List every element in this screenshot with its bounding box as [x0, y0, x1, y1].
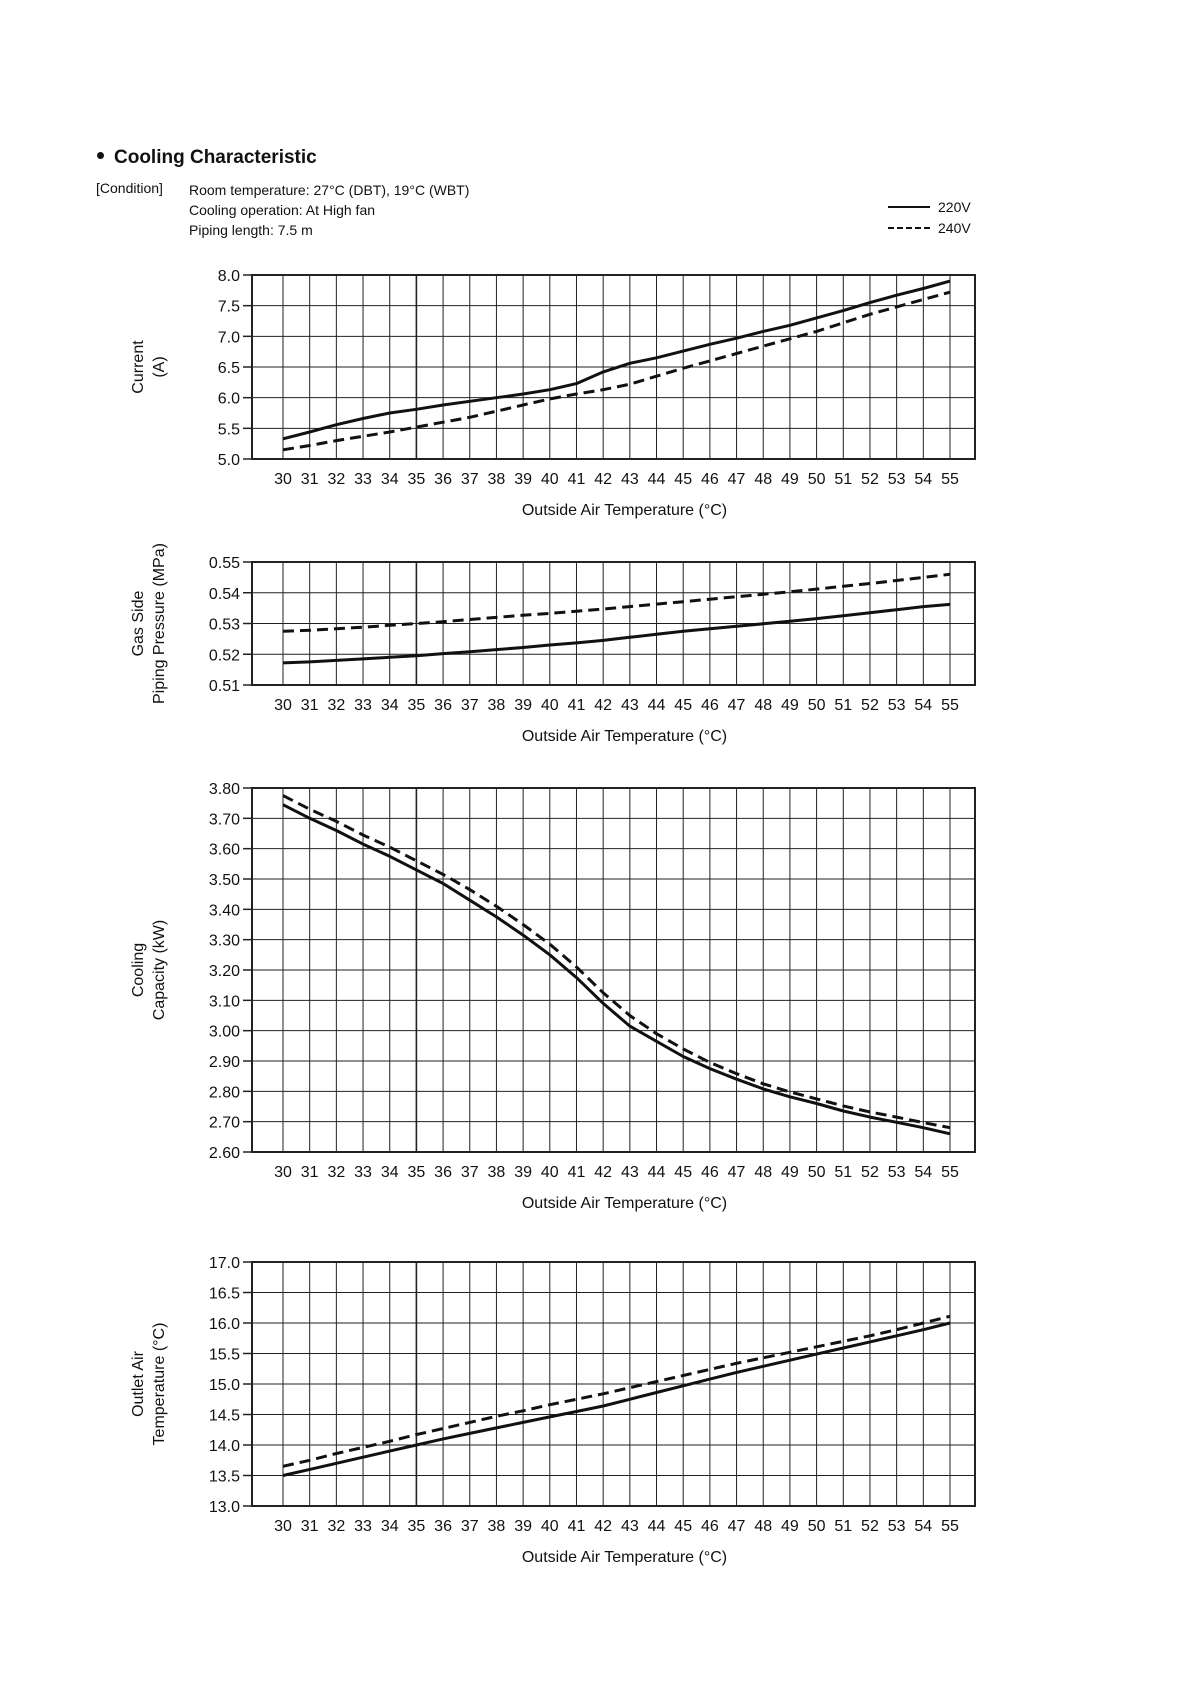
x-tick-label: 41 [567, 697, 586, 714]
x-tick-label: 51 [834, 471, 853, 488]
y-tick-label: 3.70 [208, 811, 240, 829]
y-tick-label: 2.80 [208, 1084, 240, 1102]
x-axis-label: Outside Air Temperature (°C) [521, 1195, 728, 1212]
x-tick-label: 37 [460, 697, 479, 714]
y-tick-label: 3.00 [208, 1023, 240, 1041]
x-tick-label: 33 [354, 1518, 372, 1535]
x-tick-label: 38 [487, 1518, 506, 1535]
x-tick-label: 30 [274, 1518, 292, 1535]
x-tick-label: 44 [647, 697, 666, 714]
x-tick-label: 51 [834, 697, 853, 714]
x-tick-label: 39 [514, 1164, 533, 1181]
y-tick-label: 0.51 [208, 678, 240, 695]
y-tick-label: 8.0 [217, 268, 240, 285]
x-tick-label: 32 [327, 697, 346, 714]
x-tick-label: 34 [380, 1518, 399, 1535]
x-tick-label: 55 [941, 1164, 959, 1181]
condition-line-piping-length: Piping length: 7.5 m [189, 222, 313, 238]
x-tick-label: 38 [487, 697, 506, 714]
x-tick-label: 32 [327, 1164, 346, 1181]
x-tick-label: 42 [594, 1164, 613, 1181]
x-tick-label: 36 [434, 697, 452, 714]
x-tick-label: 53 [887, 697, 906, 714]
x-tick-label: 51 [834, 1518, 853, 1535]
y-axis-label: Gas Side [130, 590, 147, 657]
y-axis-label: Outlet Air [130, 1351, 147, 1417]
x-tick-label: 39 [514, 697, 533, 714]
series-line-220v [283, 805, 950, 1134]
y-tick-label: 14.0 [208, 1438, 240, 1455]
legend-label-240v: 240V [938, 219, 971, 236]
y-tick-label: 3.10 [208, 993, 240, 1011]
y-axis-label: Temperature (°C) [151, 1322, 168, 1446]
y-axis-label: Cooling [130, 942, 147, 998]
x-tick-label: 38 [487, 471, 506, 488]
x-tick-label: 33 [354, 471, 372, 488]
y-tick-label: 13.0 [208, 1499, 240, 1516]
x-tick-label: 34 [380, 1164, 399, 1181]
x-tick-label: 37 [460, 471, 479, 488]
x-tick-label: 36 [434, 1518, 452, 1535]
x-tick-label: 46 [700, 471, 719, 488]
x-tick-label: 42 [594, 471, 613, 488]
x-axis-label: Outside Air Temperature (°C) [521, 502, 728, 519]
x-tick-label: 30 [274, 1164, 292, 1181]
x-tick-label: 47 [727, 1518, 746, 1535]
x-tick-label: 44 [647, 1518, 666, 1535]
x-tick-label: 41 [567, 1518, 586, 1535]
y-tick-label: 6.0 [217, 390, 240, 408]
x-tick-label: 50 [807, 1518, 826, 1535]
x-tick-label: 41 [567, 1164, 586, 1181]
legend-label-220v: 220V [938, 198, 971, 215]
y-tick-label: 2.90 [208, 1054, 240, 1071]
x-tick-label: 35 [407, 1164, 426, 1181]
x-tick-label: 35 [407, 697, 426, 714]
y-tick-label: 14.5 [208, 1407, 240, 1425]
condition-line-cooling-operation: Cooling operation: At High fan [189, 202, 376, 218]
x-tick-label: 39 [514, 471, 533, 488]
y-tick-label: 3.40 [208, 902, 240, 920]
y-tick-label: 7.5 [217, 298, 240, 316]
series-line-240v [283, 1316, 950, 1466]
x-tick-label: 51 [834, 1164, 853, 1181]
x-tick-label: 48 [754, 471, 773, 488]
x-tick-label: 52 [861, 1518, 879, 1535]
x-tick-label: 47 [727, 1164, 746, 1181]
x-tick-label: 37 [460, 1164, 479, 1181]
y-tick-label: 0.55 [208, 555, 240, 572]
y-tick-label: 3.80 [208, 781, 240, 798]
x-tick-label: 45 [674, 1164, 693, 1181]
x-tick-label: 53 [887, 1164, 906, 1181]
x-tick-label: 34 [380, 697, 399, 714]
y-tick-label: 3.30 [208, 932, 240, 950]
x-tick-label: 50 [807, 697, 826, 714]
x-tick-label: 30 [274, 697, 292, 714]
chart-outlet [130, 1255, 975, 1566]
x-tick-label: 36 [434, 1164, 452, 1181]
x-tick-label: 45 [674, 1518, 693, 1535]
x-tick-label: 32 [327, 471, 346, 488]
x-tick-label: 53 [887, 1518, 906, 1535]
x-tick-label: 32 [327, 1518, 346, 1535]
x-tick-label: 52 [861, 1164, 879, 1181]
x-tick-label: 41 [567, 471, 586, 488]
x-tick-label: 40 [540, 1164, 559, 1181]
y-tick-label: 16.5 [208, 1285, 240, 1303]
x-tick-label: 47 [727, 697, 746, 714]
x-tick-label: 52 [861, 697, 879, 714]
x-tick-label: 55 [941, 697, 959, 714]
x-tick-label: 54 [914, 1518, 933, 1535]
x-axis-label: Outside Air Temperature (°C) [521, 728, 728, 745]
x-tick-label: 53 [887, 471, 906, 488]
x-tick-label: 40 [540, 697, 559, 714]
x-tick-label: 43 [620, 471, 639, 488]
condition-line-room-temperature: Room temperature: 27°C (DBT), 19°C (WBT) [189, 182, 470, 198]
x-tick-label: 37 [460, 1518, 479, 1535]
y-tick-label: 3.20 [208, 963, 240, 980]
y-tick-label: 6.5 [217, 360, 240, 377]
x-tick-label: 30 [274, 471, 292, 488]
chart-pressure [130, 543, 975, 745]
x-tick-label: 55 [941, 1518, 959, 1535]
x-tick-label: 44 [647, 1164, 666, 1181]
y-axis-label: (A) [151, 356, 168, 378]
x-tick-label: 49 [781, 1518, 799, 1535]
x-tick-label: 31 [300, 1164, 319, 1181]
series-line-240v [283, 574, 950, 631]
x-tick-label: 44 [647, 471, 666, 488]
x-tick-label: 35 [407, 1518, 426, 1535]
x-tick-label: 49 [781, 1164, 799, 1181]
y-tick-label: 3.50 [208, 872, 240, 889]
chart-capacity [130, 781, 975, 1212]
x-tick-label: 34 [380, 471, 399, 488]
y-tick-label: 16.0 [208, 1316, 240, 1333]
x-tick-label: 45 [674, 697, 693, 714]
chart-current [130, 268, 975, 519]
x-tick-label: 46 [700, 1164, 719, 1181]
x-tick-label: 40 [540, 471, 559, 488]
y-tick-label: 2.60 [208, 1145, 240, 1162]
x-tick-label: 33 [354, 697, 372, 714]
x-tick-label: 54 [914, 471, 933, 488]
x-tick-label: 50 [807, 1164, 826, 1181]
x-tick-label: 40 [540, 1518, 559, 1535]
x-tick-label: 43 [620, 1518, 639, 1535]
y-tick-label: 0.53 [208, 616, 240, 634]
y-tick-label: 5.5 [217, 421, 240, 439]
x-tick-label: 54 [914, 1164, 933, 1181]
y-tick-label: 17.0 [208, 1255, 240, 1272]
x-tick-label: 52 [861, 471, 879, 488]
x-tick-label: 47 [727, 471, 746, 488]
x-tick-label: 31 [300, 1518, 319, 1535]
y-tick-label: 13.5 [208, 1468, 240, 1486]
x-tick-label: 49 [781, 697, 799, 714]
x-tick-label: 39 [514, 1518, 533, 1535]
x-tick-label: 46 [700, 1518, 719, 1535]
y-tick-label: 3.60 [208, 841, 240, 859]
x-tick-label: 49 [781, 471, 799, 488]
x-tick-label: 48 [754, 697, 773, 714]
series-line-240v [283, 292, 950, 450]
y-tick-label: 5.0 [217, 452, 240, 469]
y-axis-label: Piping Pressure (MPa) [151, 543, 168, 704]
y-tick-label: 7.0 [217, 329, 240, 347]
x-axis-label: Outside Air Temperature (°C) [521, 1549, 728, 1566]
condition-label: [Condition] [96, 180, 163, 196]
x-tick-label: 33 [354, 1164, 372, 1181]
y-tick-label: 0.52 [208, 647, 240, 665]
x-tick-label: 45 [674, 471, 693, 488]
x-tick-label: 50 [807, 471, 826, 488]
y-tick-label: 2.70 [208, 1114, 240, 1132]
x-tick-label: 31 [300, 471, 319, 488]
x-tick-label: 48 [754, 1518, 773, 1535]
x-tick-label: 54 [914, 697, 933, 714]
x-tick-label: 35 [407, 471, 426, 488]
x-tick-label: 38 [487, 1164, 506, 1181]
series-line-240v [283, 796, 950, 1128]
x-tick-label: 48 [754, 1164, 773, 1181]
x-tick-label: 42 [594, 1518, 613, 1535]
x-tick-label: 42 [594, 697, 613, 714]
y-axis-label: Capacity (kW) [151, 919, 168, 1021]
y-axis-label: Current [130, 340, 147, 394]
section-title: Cooling Characteristic [114, 147, 317, 168]
x-tick-label: 31 [300, 697, 319, 714]
y-tick-label: 15.0 [208, 1377, 240, 1394]
x-tick-label: 43 [620, 1164, 639, 1181]
x-tick-label: 55 [941, 471, 959, 488]
x-tick-label: 43 [620, 697, 639, 714]
y-tick-label: 0.54 [208, 585, 240, 603]
series-line-220v [283, 1323, 950, 1476]
x-tick-label: 36 [434, 471, 452, 488]
series-line-220v [283, 281, 950, 439]
x-tick-label: 46 [700, 697, 719, 714]
y-tick-label: 15.5 [208, 1346, 240, 1364]
